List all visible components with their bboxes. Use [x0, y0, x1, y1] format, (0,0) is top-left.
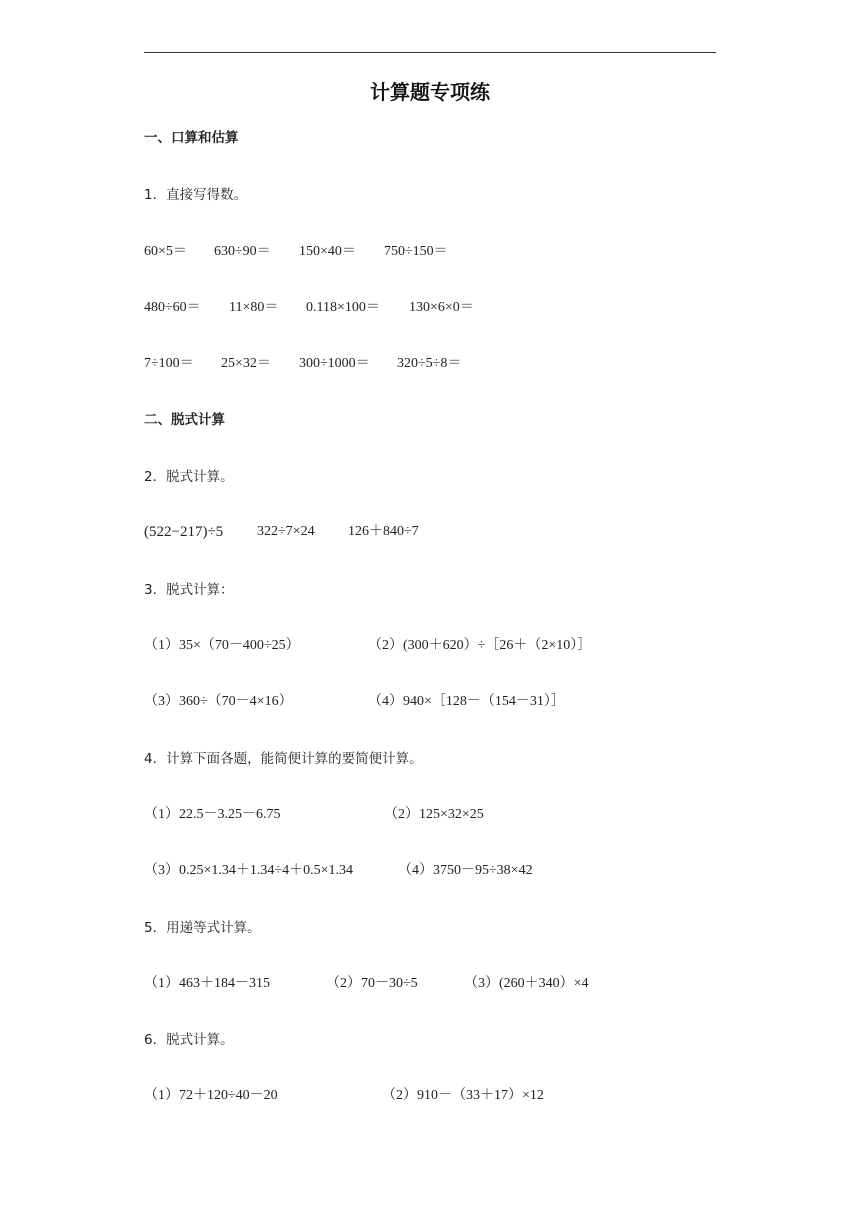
section-1-heading: 一、口算和估算: [144, 130, 239, 146]
question-2-text: 2．脱式计算。: [144, 469, 234, 485]
q6-item-2: （2）910－（33＋17）×12: [382, 1088, 544, 1103]
q4-item-2: （2）125×32×25: [384, 807, 484, 822]
q5-item-3: （3）(260＋340）×4: [464, 976, 589, 991]
q1-row3-item-4: 320÷5÷8＝: [397, 356, 462, 371]
q1-row2-item-4: 130×6×0＝: [409, 300, 474, 315]
q4-row-2: [144, 861, 716, 881]
q4-item-1: （1）22.5－3.25－6.75: [144, 807, 281, 822]
q5-row: [144, 974, 716, 994]
page-title: 计算题专项练: [370, 80, 490, 104]
q3-row-1: [144, 636, 716, 656]
header-rule: [144, 52, 716, 53]
q3-item-4: （4）940×［128－（154－31）］: [368, 694, 565, 709]
q3-item-1: （1）35×（70－400÷25）: [144, 638, 300, 653]
q1-row-1: [144, 242, 716, 262]
q5-item-2: （2）70－30÷5: [326, 976, 418, 991]
q4-item-3: （3）0.25×1.34＋1.34÷4＋0.5×1.34: [144, 863, 353, 878]
question-1-text: 1．直接写得数。: [144, 187, 248, 203]
q2-item-1: (522−217)÷5: [144, 524, 224, 540]
q4-item-4: （4）3750－95÷38×42: [398, 863, 533, 878]
q1-row-2: [144, 298, 716, 318]
q5-item-1: （1）463＋184－315: [144, 976, 270, 991]
question-5-text: 5．用递等式计算。: [144, 920, 261, 936]
q1-row1-item-1: 60×5＝: [144, 244, 187, 259]
q1-row1-item-4: 750÷150＝: [384, 244, 448, 259]
q3-row-2: [144, 692, 716, 712]
q1-row2-item-3: 0.118×100＝: [306, 300, 380, 315]
q1-row3-item-2: 25×32＝: [221, 356, 271, 371]
question-3-text: 3．脱式计算：: [144, 582, 234, 598]
q1-row3-item-3: 300÷1000＝: [299, 356, 370, 371]
q2-item-3: 126＋840÷7: [348, 524, 419, 539]
question-4-text: 4．计算下面各题，能简便计算的要简便计算。: [144, 751, 423, 767]
q6-item-1: （1）72＋120÷40－20: [144, 1088, 278, 1103]
q2-item-2: 322÷7×24: [257, 524, 315, 539]
q1-row-3: [144, 354, 716, 374]
q1-row2-item-2: 11×80＝: [229, 300, 279, 315]
q1-row3-item-1: 7÷100＝: [144, 356, 194, 371]
question-6-text: 6．脱式计算。: [144, 1032, 234, 1048]
q3-item-2: （2）(300＋620）÷［26＋（2×10）］: [368, 638, 592, 653]
q1-row1-item-2: 630÷90＝: [214, 244, 271, 259]
section-2-heading: 二、脱式计算: [144, 412, 225, 428]
q6-row: [144, 1086, 716, 1106]
q4-row-1: [144, 805, 716, 825]
q1-row1-item-3: 150×40＝: [299, 244, 356, 259]
q1-row2-item-1: 480÷60＝: [144, 300, 201, 315]
q2-row: [144, 522, 716, 542]
q3-item-3: （3）360÷（70－4×16）: [144, 694, 293, 709]
